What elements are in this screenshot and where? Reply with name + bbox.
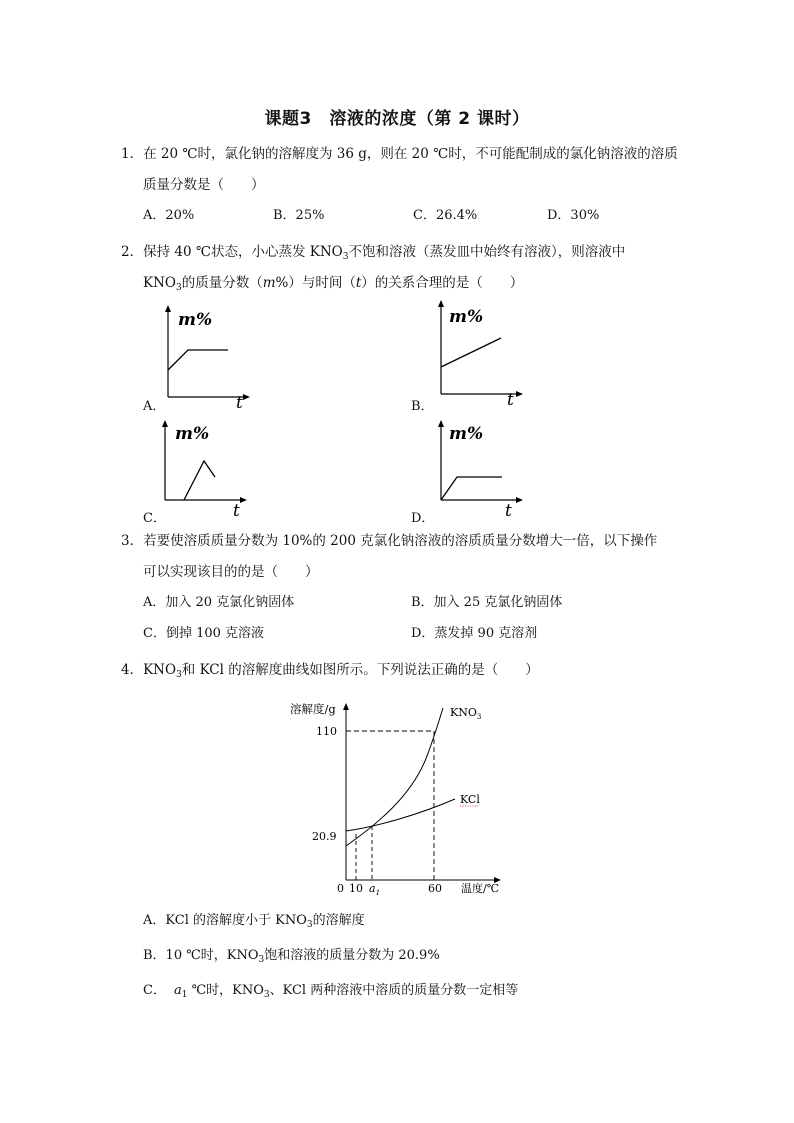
q4-option-text: 饱和溶液的质量分数为 20.9%	[264, 948, 440, 963]
q2-label-c: C．	[143, 511, 166, 526]
q2-stem-text: 不饱和溶液（蒸发皿中始终有溶液），则溶液中	[348, 244, 626, 260]
q4-option-text: ℃时，KNO	[187, 983, 264, 998]
q2-graph-a[interactable]	[160, 305, 260, 410]
q1-option-b[interactable]: B．25%	[273, 208, 325, 223]
curve	[168, 350, 228, 370]
x-axis-title: 温度/℃	[461, 882, 500, 895]
x-tick-a1: $a_1$	[369, 882, 381, 896]
subscript: 3	[342, 252, 349, 262]
subscript: 1	[181, 990, 188, 1000]
q2-graph-b[interactable]	[433, 300, 533, 408]
y-axis-title: 溶解度/g	[290, 702, 336, 716]
q2-graph-c[interactable]	[157, 420, 257, 520]
q3-option-b[interactable]: B．加入 25 克氯化钠固体	[411, 595, 563, 610]
subscript: 3	[176, 670, 182, 680]
x-axis-arrow	[516, 391, 523, 397]
q4-option-text: A．KCl 的溶解度小于 KNO	[143, 913, 307, 928]
kcl-curve	[346, 799, 455, 831]
q1-stem-line1: 1．在 20 ℃时，氯化钠的溶解度为 36 g，则在 20 ℃时，不可能配制成的氯化钠溶液的溶质	[121, 146, 678, 162]
x-axis-arrow	[516, 497, 523, 503]
x-label: t	[233, 501, 240, 520]
q3-stem-line1: 3．若要使溶质质量分数为 10%的 200 克氯化钠溶液的溶质质量分数增大一倍，以下操作	[121, 533, 658, 549]
q1-stem-line2: 质量分数是（ ）	[143, 177, 265, 193]
legend-kno3: $KNO_3$	[450, 706, 482, 721]
q3-stem-line2: 可以实现该目的的是（ ）	[143, 564, 319, 580]
q1-option-a[interactable]: A．20%	[143, 208, 195, 223]
subscript: 3	[258, 955, 265, 965]
var-m: m	[262, 275, 276, 291]
q2-stem-text: ）的关系合理的是（ ）	[361, 275, 524, 291]
y-tick-110: 110	[316, 725, 337, 738]
x-label: t	[507, 390, 514, 408]
curve	[441, 338, 501, 367]
q2-stem-text: 的质量分数（	[181, 275, 263, 291]
y-label: m%	[449, 307, 484, 327]
q2-stem-text: KNO	[143, 275, 176, 291]
y-label: m%	[449, 424, 484, 444]
subscript: 3	[306, 920, 313, 930]
q4-option-text: B．10 ℃时，KNO	[143, 948, 259, 963]
q4-option-c[interactable]	[143, 982, 518, 1004]
legend-kcl: KCl	[460, 793, 480, 806]
q2-label-b: B．	[411, 399, 434, 414]
x-axis-arrow	[240, 497, 247, 503]
y-axis-arrow	[438, 420, 444, 427]
x-tick-10: 10	[349, 882, 363, 895]
q3-option-d[interactable]: D．蒸发掉 90 克溶剂	[411, 626, 538, 641]
solubility-chart[interactable]	[280, 696, 520, 896]
q1-option-d[interactable]: D．30%	[547, 208, 600, 223]
q2-stem-text: 2．保持 40 ℃状态，小心蒸发 KNO	[121, 244, 343, 260]
y-tick-20-9: 20.9	[312, 830, 337, 843]
y-axis-arrow	[438, 300, 444, 307]
y-axis-arrow	[165, 305, 171, 312]
q4-option-text: 的溶解度	[312, 913, 365, 928]
var-t: t	[355, 275, 362, 291]
q2-label-d: D．	[411, 511, 435, 526]
q4-option-text: 、KCl 两种溶液中溶质的质量分数一定相等	[269, 983, 519, 998]
q2-stem-text: %）与时间（	[275, 275, 356, 291]
q2-graph-d[interactable]	[433, 420, 533, 520]
subscript: 3	[263, 990, 270, 1000]
x-label: t	[505, 501, 512, 520]
q1-option-c[interactable]: C．26.4%	[413, 208, 478, 223]
curve	[184, 461, 215, 500]
x-tick-0: 0	[337, 882, 344, 895]
q4-stem-text: 4．KNO	[121, 662, 177, 678]
y-label: m%	[178, 310, 213, 330]
q2-stem-line1	[121, 243, 625, 266]
y-label: m%	[175, 424, 210, 444]
q4-stem-line1	[121, 661, 539, 684]
y-axis-arrow	[343, 703, 349, 710]
q4-option-text: C．	[143, 983, 166, 998]
page-title: 课题3 溶液的浓度（第 2 课时）	[264, 109, 530, 129]
q3-option-a[interactable]: A．加入 20 克氯化钠固体	[143, 595, 295, 610]
q3-option-c[interactable]: C．倒掉 100 克溶液	[143, 626, 265, 641]
q4-option-a[interactable]	[143, 912, 365, 934]
q2-label-a: A．	[143, 399, 166, 414]
x-label: t	[236, 393, 243, 410]
subscript: 3	[175, 283, 182, 293]
q4-option-b[interactable]	[143, 947, 440, 969]
y-axis-arrow	[162, 420, 168, 427]
q4-stem-text: 和 KCl 的溶解度曲线如图所示。下列说法正确的是（ ）	[181, 662, 539, 678]
var-a1: a	[173, 983, 182, 998]
kno3-curve	[346, 708, 443, 846]
curve	[441, 477, 502, 500]
q2-stem-line2	[143, 274, 523, 297]
x-axis-arrow	[243, 394, 250, 400]
x-tick-60: 60	[428, 882, 442, 895]
